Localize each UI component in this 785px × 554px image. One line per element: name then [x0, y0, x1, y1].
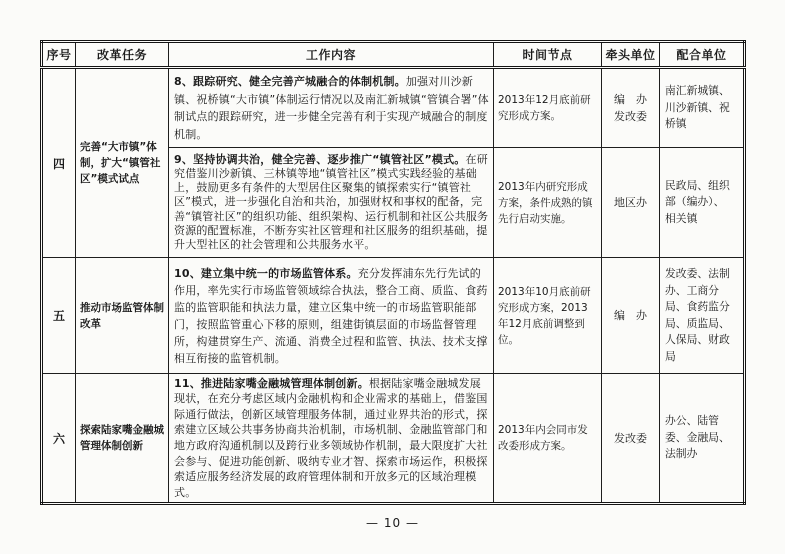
- deadline-cell: [494, 258, 602, 374]
- table-row: [42, 68, 745, 148]
- table-row: [42, 258, 745, 374]
- deadline-cell: [494, 374, 602, 504]
- work-content-cell: [169, 148, 494, 258]
- header-index: 序号: [42, 42, 76, 68]
- document-page: [40, 40, 743, 505]
- reform-task: 推动市场监管体制改革: [80, 301, 164, 330]
- partner-units: 南汇新城镇、川沙新镇、祝桥镇: [665, 84, 730, 131]
- deadline-cell: [494, 68, 602, 148]
- partner-units: 发改委、法制办、工商分局、食药监分局、质监局、人保局、财政局: [665, 267, 730, 363]
- work-content-body: 充分发挥浦东先行先试的作用，率先实行市场监管领域综合执法，整合工商、质监、食药监的监管职能和执法力量，建立区集中统一的市场监管职能部门，按照监管重心下移的原则，组建街镇层面的市场监督管理所，构建贯穿生产、流通、消费全过程和监管、执法、技术支撑相互衔接的监管机制。: [174, 266, 488, 365]
- reform-task: 完善“大市镇”体制，扩大“镇管社区”模式试点: [80, 141, 161, 185]
- table-row: [42, 374, 745, 504]
- lead-unit-cell: [602, 68, 660, 148]
- work-content-body: 加强对川沙新镇、祝桥镇“大市镇”体制运行情况以及南汇新城镇“管镇合署”体制试点的跟踪研究，进一步健全完善有利于实现产城融合的制度机制。: [174, 75, 489, 141]
- deadline: 2013年10月底前研究形成方案，2013年12月底前调整到位。: [498, 285, 591, 346]
- partner-units: 办公、陆管委、金融局、法制办: [665, 414, 730, 461]
- lead-unit-cell: [602, 374, 660, 504]
- work-content-body: 根据陆家嘴金融城发展现状，在充分考虑区域内金融机构和企业需求的基础上，借鉴国际通行做法，创新区域管理服务体制，通过业界共治的形式，探索建立区域公共事务协商共治机制，市场机制、金融监管部门和地方政府沟通机制以及跨行业多领域协作机制，最大限度扩大社会参与、促进功能创新、吸纳专业才智、探索市场运作，积极探索适应服务经济发展的政府管理体制和开放多元的区域治理模式。: [174, 376, 488, 499]
- deadline-cell: [494, 148, 602, 258]
- work-content: [169, 73, 493, 143]
- partner-units-cell: [660, 374, 745, 504]
- partner-units-cell: [660, 68, 745, 148]
- reform-task-table: [40, 40, 746, 505]
- partner-units-cell: [660, 258, 745, 374]
- lead-unit-line: 地区办: [614, 196, 647, 209]
- work-content-title: 8、跟踪研究、健全完善产城融合的体制机制。: [174, 75, 406, 88]
- lead-unit-line: 发改委: [614, 110, 647, 123]
- lead-unit-line: 编办: [614, 309, 658, 322]
- lead-unit: [602, 430, 659, 447]
- reform-task: 探索陆家嘴金融城管理体制创新: [80, 424, 164, 452]
- work-content: [169, 153, 493, 252]
- row-index-cell: [42, 374, 76, 504]
- work-content-title: 11、推进陆家嘴金融城管理体制创新。: [174, 376, 369, 390]
- deadline: 2013年内研究形成方案，条件成熟的镇先行启动实施。: [498, 180, 593, 225]
- partner-units: 民政局、组织部（编办）、相关镇: [665, 178, 730, 225]
- work-content-body: 在研究借鉴川沙新镇、三林镇等地“镇管社区”模式实践经验的基础上，鼓励更多有条件的大型居住区聚集的镇探索实行“镇管社区”模式，进一步强化自治和共治，加强财权和事权的配备，完善“镇管社区”的组织功能、组织架构、运行机制和社区公共服务资源的配置标准，不断夯实社区管理和社区服务的组织基础，提升大型社区的社会管理和公共服务水平。: [174, 152, 489, 251]
- work-content: [169, 265, 493, 367]
- lead-unit: [602, 194, 659, 211]
- work-content-cell: [169, 374, 494, 504]
- deadline: 2013年12月底前研究形成方案。: [498, 94, 591, 122]
- lead-unit: [602, 91, 659, 125]
- reform-task-cell: [76, 258, 169, 374]
- header-task: 改革任务: [76, 42, 169, 68]
- header-content: 工作内容: [169, 42, 494, 68]
- work-content-cell: [169, 68, 494, 148]
- header-lead: 牵头单位: [602, 42, 660, 68]
- header-deadline: 时间节点: [494, 42, 602, 68]
- row-index: 六: [52, 431, 65, 446]
- work-content-title: 9、坚持协调共治，健全完善、逐步推广“镇管社区”模式。: [174, 152, 466, 166]
- row-index-cell: [42, 258, 76, 374]
- lead-unit-cell: [602, 148, 660, 258]
- page-number: — 10 —: [366, 516, 419, 530]
- reform-task-cell: [76, 374, 169, 504]
- work-content-cell: [169, 258, 494, 374]
- deadline: 2013年内会同市发改委形成方案。: [498, 424, 588, 452]
- lead-unit-line: 编办: [614, 93, 658, 106]
- partner-units-cell: [660, 148, 745, 258]
- row-index-cell: [42, 68, 76, 258]
- lead-unit-line: 发改委: [614, 431, 647, 445]
- work-content: [169, 376, 493, 501]
- reform-task-cell: [76, 68, 169, 258]
- row-index: 五: [52, 309, 65, 323]
- header-partners: 配合单位: [660, 42, 745, 68]
- work-content-title: 10、建立集中统一的市场监管体系。: [174, 266, 358, 280]
- lead-unit: [602, 307, 659, 324]
- table-header-row: [42, 42, 745, 68]
- lead-unit-cell: [602, 258, 660, 374]
- row-index: 四: [52, 156, 65, 171]
